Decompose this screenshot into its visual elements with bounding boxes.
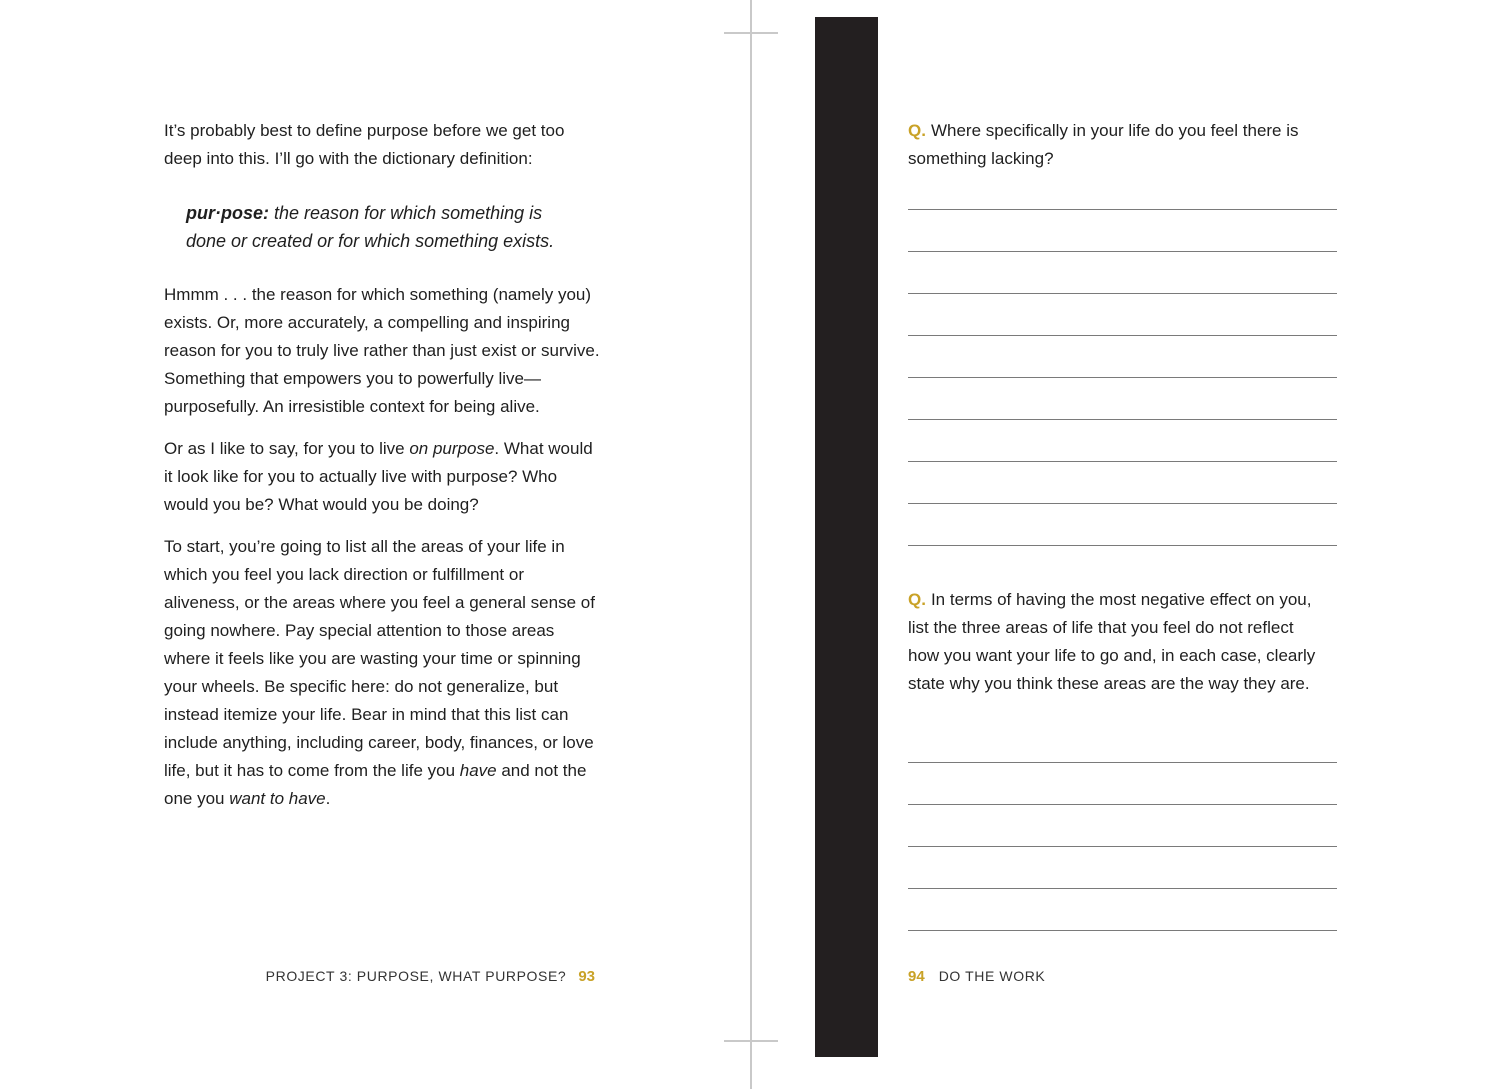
right-page-footer: [908, 968, 1045, 985]
emphasis-want-to-have: want to have: [229, 789, 326, 808]
crop-mark-top: [724, 32, 778, 34]
answer-lines-1[interactable]: [908, 168, 1337, 546]
answer-line[interactable]: [908, 847, 1337, 889]
q-marker: Q.: [908, 121, 926, 140]
emphasis-have: have: [459, 761, 497, 780]
answer-lines-2[interactable]: [908, 721, 1337, 931]
question-1: [908, 117, 1328, 173]
answer-line[interactable]: [908, 504, 1337, 546]
answer-line[interactable]: [908, 294, 1337, 336]
intro-paragraph: It’s probably best to define purpose before we get too deep into this. I’ll go with the dictionary definition:: [164, 121, 565, 168]
answer-line[interactable]: [908, 420, 1337, 462]
dictionary-definition: [186, 199, 576, 255]
answer-line[interactable]: [908, 252, 1337, 294]
left-page-footer: [266, 968, 595, 985]
running-head-left: PROJECT 3: PURPOSE, WHAT PURPOSE?: [265, 968, 567, 984]
answer-line[interactable]: [908, 805, 1337, 847]
answer-line[interactable]: [908, 889, 1337, 931]
text-run: and not the one you: [164, 761, 587, 808]
paragraph-on-purpose: [164, 435, 604, 519]
crop-mark-bottom: [724, 1040, 778, 1042]
paragraph-hmmm: Hmmm . . . the reason for which something (namely you) exists. Or, more accurately, a compelling and inspiring reason for you to truly live rather than just exist or survive. Something that empowers you to powerfully live—purposefully. An irresistible context for being alive.: [164, 285, 600, 416]
spine-line: [750, 0, 752, 1089]
question-1-text: Where specifically in your life do you feel there is something lacking?: [908, 121, 1299, 168]
answer-line[interactable]: [908, 168, 1337, 210]
answer-line[interactable]: [908, 763, 1337, 805]
definition-text: the reason for which something is done or created or for which something exists.: [186, 203, 555, 251]
text-run: To start, you’re going to list all the areas of your life in which you feel you lack direction or fulfillment or aliveness, or the areas where you feel a general sense of going nowhere. Pay special attention to those areas where it feels like you are wasting your time or spinning your wheels. Be specific here: do not generalize, but instead itemize your life. Bear in mind that this list can include anything, including career, body, finances, or love life, but it has to come from the life you: [164, 537, 595, 780]
answer-line[interactable]: [908, 336, 1337, 378]
chapter-tab-strip: [815, 17, 878, 1057]
answer-line[interactable]: [908, 721, 1337, 763]
definition-term: pur·pose:: [186, 203, 269, 223]
page-number-94: 94: [908, 968, 925, 985]
answer-line[interactable]: [908, 462, 1337, 504]
left-page-body: [164, 117, 604, 827]
q-marker: Q.: [908, 590, 926, 609]
paragraph-to-start: [164, 533, 604, 813]
text-run: Or as I like to say, for you to live: [164, 439, 410, 458]
text-run: .: [325, 789, 331, 808]
question-2-text: In terms of having the most negative effect on you, list the three areas of life that you feel do not reflect how you want your life to go and, in each case, clearly state why you think these areas are the way they are.: [908, 590, 1316, 693]
emphasis-on-purpose: on purpose: [409, 439, 495, 458]
question-2: [908, 586, 1328, 698]
running-head-right: DO THE WORK: [938, 968, 1046, 984]
text-run: . What would it look like for you to actually live with purpose? Who would you be? What would you be doing?: [164, 439, 593, 514]
answer-line[interactable]: [908, 210, 1337, 252]
answer-line[interactable]: [908, 378, 1337, 420]
page-number-93: 93: [578, 968, 595, 985]
